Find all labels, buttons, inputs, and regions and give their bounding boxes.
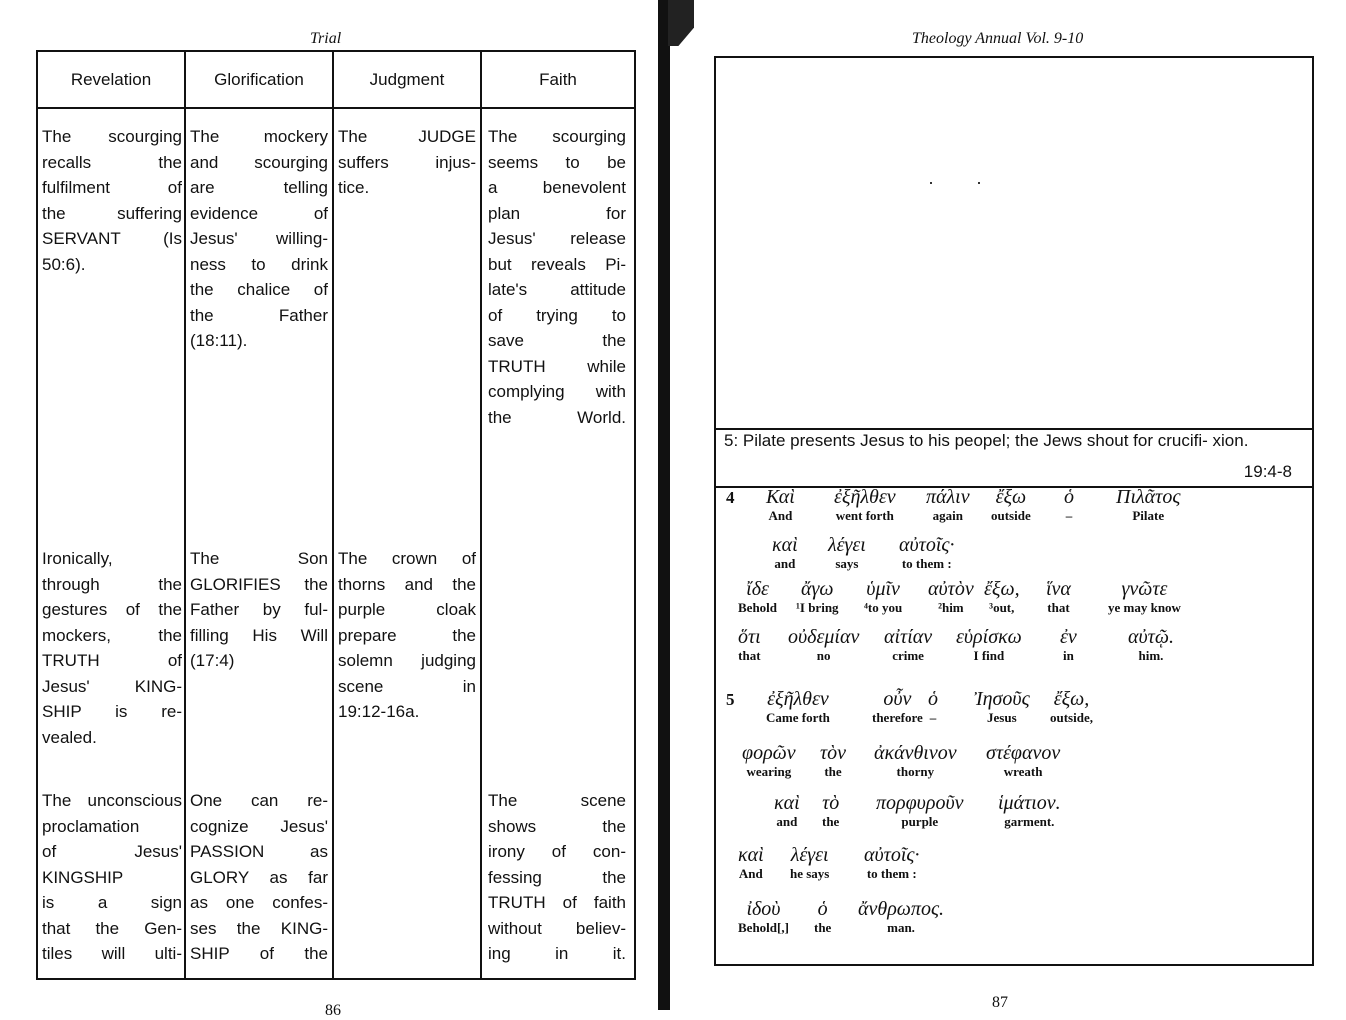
cell-line: The crown of [338,549,476,568]
greek-word: ἄγω [801,578,834,600]
interlinear-word [828,534,866,572]
greek-word: ἄνθρωπος. [858,898,945,920]
cell-line: that the Gen- [42,918,182,938]
interlinear-word [899,534,955,572]
english-gloss: Pilate [1132,508,1165,523]
cell-revelation [42,546,182,750]
cell-line: the suffering [42,203,182,223]
interlinear-word [884,626,932,664]
caption [716,428,1312,488]
cell-line: and scourging [190,152,328,172]
speck [978,182,980,184]
interlinear-word [1046,578,1071,616]
interlinear-word [742,742,796,780]
cell-line: of trying to [488,305,626,325]
greek-word: ὁ [1064,486,1074,508]
greek-word: ἔξω [995,486,1027,508]
cell-line: plan for [488,203,626,223]
cell-line: Father by ful- [190,600,328,619]
interlinear-word [766,688,830,726]
cell-line: SHIP is re- [42,702,182,721]
interlinear-word [766,486,795,524]
english-gloss: ¹I bring [796,600,839,615]
english-gloss: to them : [901,556,952,571]
book-gutter [658,0,670,1010]
english-gloss: I find [973,648,1005,663]
greek-word: τὸ [822,792,840,814]
greek-word: καὶ [738,844,764,866]
cell-revelation [42,788,182,967]
cell-line: tiles will ulti- [42,944,182,963]
interlinear-word [1060,626,1077,664]
cell-line: filling His Will [190,625,328,645]
cell-line: are telling [190,178,328,197]
cell-line: SERVANT (Is [42,229,182,248]
greek-word: λέγει [790,844,829,866]
greek-word: αὐτοῖς· [899,534,955,556]
interlinear-word [986,742,1060,780]
interlinear-word [956,626,1022,664]
right-page [680,0,1346,1010]
english-gloss: to them : [866,866,917,881]
english-gloss: in [1062,648,1074,663]
cell-line: The scourging [42,127,182,146]
cell-judgment [338,546,476,725]
greek-word: τὸν [820,742,847,764]
cell-line: is a sign [42,893,182,912]
greek-word: Ἰησοῦς [974,688,1030,710]
english-gloss: no [816,648,831,663]
cell-line: 50:6). [42,254,86,274]
english-gloss: says [835,556,859,571]
interlinear-word [772,534,798,572]
english-gloss: outside, [1050,710,1093,725]
english-gloss: went forth [835,508,894,523]
cell-line: gestures of the [42,600,182,619]
interlinear-word [738,626,761,664]
cell-line: cognize Jesus' [190,816,328,836]
interlinear-word [991,486,1031,524]
column-header-glorification: Glorification [186,52,332,109]
cell-line: ing in it. [488,944,626,963]
cell-line: Ironically, [42,549,113,568]
cell-line: GLORY as far [190,867,328,887]
cell-line: The scourging [488,127,626,146]
interlinear-word [858,898,944,936]
cell-line: TRUTH of [42,651,182,670]
interlinear-word [974,688,1030,726]
cell-line: suffers injus- [338,152,476,172]
greek-word: ἐξῆλθεν [834,486,896,508]
cell-line: of Jesus' [42,842,182,861]
interlinear-word [774,792,800,830]
english-gloss: again [932,508,963,523]
cell-line: solemn judging [338,651,476,670]
speck [930,182,932,184]
interlinear-word [876,792,964,830]
greek-word: γνῶτε [1121,578,1168,600]
cell-faith [488,788,626,967]
greek-word: οὐδεμίαν [788,626,860,648]
interlinear-word [928,688,938,726]
english-gloss: he says [790,866,830,881]
cell-line: purple cloak [338,600,476,619]
english-gloss: crime [892,648,924,663]
cell-line: The Son [190,549,328,568]
page-number-left: 86 [325,1002,341,1019]
cell-line: fulfilment of [42,178,182,197]
english-gloss: that [1047,600,1070,615]
left-page [0,0,660,1019]
page-number-right: 87 [992,994,1008,1011]
english-gloss: outside [991,508,1031,523]
interlinear-word [928,578,974,616]
column-header-judgment: Judgment [334,52,480,109]
greek-word: οὖν [883,688,912,710]
cell-line: 19:12-16a. [338,702,420,721]
cell-line: thorns and the [338,574,476,594]
interlinear-word [864,844,920,882]
cell-line: fessing the [488,867,626,887]
cell-line: a benevolent [488,178,626,197]
cell-line: Jesus' release [488,229,626,248]
english-gloss: that [738,648,761,663]
english-gloss: garment. [1004,814,1055,829]
cell-line: SHIP of the [190,944,328,963]
cell-line: prepare the [338,625,476,645]
interlinear-word [738,898,789,936]
column-divider [184,52,186,978]
greek-word: ὑμῖν [866,578,900,600]
cell-line: without believ- [488,918,626,938]
greek-word: πάλιν [926,486,970,508]
cell-line: scene in [338,676,476,696]
interlinear-word [1050,688,1093,726]
interlinear-word [788,626,859,664]
english-gloss: and [776,814,798,829]
cell-glorification [190,788,328,967]
interlinear-word [790,844,829,882]
cell-line: TRUTH of faith [488,893,626,912]
cell-line: evidence of [190,203,328,223]
interlinear-word [796,578,839,616]
english-gloss: – [929,710,937,725]
cell-line: but reveals Pi- [488,254,626,274]
interlinear-word [998,792,1061,830]
column-header-revelation: Revelation [38,52,184,109]
english-gloss: the [822,814,840,829]
english-gloss: Jesus [987,710,1017,725]
cell-line: mockers, the [42,625,182,645]
cell-line: One can re- [190,791,328,810]
interlinear-word [822,792,839,830]
cell-line: shows the [488,816,626,836]
greek-word: καὶ [774,792,800,814]
cell-line: the World. [488,407,626,427]
english-gloss: purple [901,814,939,829]
cell-line: vealed. [42,727,97,747]
greek-word: ἱμάτιον. [998,792,1061,814]
english-gloss: him. [1138,648,1164,663]
interlinear-word [820,742,846,780]
greek-word: ἔξω, [1053,688,1090,710]
english-gloss: ye may know [1108,600,1181,615]
cell-line: ness to drink [190,254,328,274]
english-gloss: man. [887,920,915,935]
greek-word: ἴδε [746,578,769,600]
greek-word: πορφυροῦν [876,792,964,814]
greek-word: στέφανον [986,742,1061,764]
interlinear-word [1108,578,1181,616]
cell-line: tice. [338,178,370,197]
trial-table [36,50,636,980]
english-gloss: the [824,764,842,779]
cell-faith [488,124,626,430]
cell-line: The JUDGE [338,127,476,146]
greek-word: ὁ [817,898,828,920]
greek-word: ὅτι [738,626,761,648]
cell-glorification [190,546,328,674]
interlinear-word [834,486,896,524]
cell-line: the Father [190,305,328,325]
greek-word: ἰδοὺ [746,898,781,920]
greek-word: ὁ [928,688,938,710]
interlinear-word [1064,486,1074,524]
english-gloss: ⁴to you [864,600,903,615]
english-gloss: And [738,866,763,881]
greek-word: ἀκάνθινον [874,742,957,764]
cell-line: KINGSHIP [42,867,124,887]
greek-word: καὶ [772,534,798,556]
cell-line: GLORIFIES the [190,574,328,594]
greek-word: Καὶ [766,486,795,508]
greek-word: εὑρίσκω [956,626,1022,648]
verse-number: 5 [726,690,735,709]
caption-text: 5: Pilate presents Jesus to his peopel; the Jews shout for crucifi- xion. [724,431,1249,450]
interlinear-word [984,578,1020,616]
cell-line: PASSION as [190,842,328,861]
cell-line: proclamation [42,816,140,836]
english-gloss: – [1065,508,1073,523]
cell-line: (17:4) [190,651,235,670]
greek-word: αἰτίαν [884,626,933,648]
interlinear-word [926,486,970,524]
cell-line: (18:11). [190,331,248,350]
cell-judgment [338,124,476,201]
interlinear-word [872,688,923,726]
cell-glorification [190,124,328,354]
english-gloss: thorny [896,764,935,779]
cell-line: irony of con- [488,842,626,861]
cell-line: ses the KING- [190,918,328,938]
greek-word: αὐτῷ. [1128,626,1174,648]
greek-word: ἵνα [1046,578,1071,600]
cell-line: recalls the [42,152,182,172]
greek-word: ἔξω, [984,578,1020,600]
english-gloss: ³out, [989,600,1015,615]
english-gloss: wearing [746,764,792,779]
greek-word: αὐτοῖς· [864,844,920,866]
greek-word: ἐξῆλθεν [767,688,829,710]
english-gloss: And [768,508,793,523]
running-head-left: Trial [310,30,342,47]
cell-line: as one confes- [190,893,328,912]
blank-illustration-area [716,58,1312,430]
column-divider [480,52,482,978]
english-gloss: wreath [1003,764,1043,779]
english-gloss: and [774,556,796,571]
running-head-right: Theology Annual Vol. 9-10 [912,30,1084,47]
column-header-faith: Faith [482,52,634,109]
interlinear-word [864,578,902,616]
cell-line: TRUTH while [488,356,626,376]
greek-word: λέγει [828,534,866,556]
greek-word: φορῶν [742,742,796,764]
interlinear-word [874,742,957,780]
cell-line: Jesus' KING- [42,676,182,696]
cell-line: Jesus' willing- [190,229,328,248]
cell-line: complying with [488,382,626,401]
cell-line: The scene [488,791,626,810]
english-gloss: ²him [938,600,964,615]
cell-line: save the [488,331,626,350]
interlinear-word [1116,486,1180,524]
cell-line: seems to be [488,152,626,172]
verse-number: 4 [726,488,735,507]
greek-word: Πιλᾶτος [1116,486,1181,508]
cell-line: the chalice of [190,280,328,299]
cell-line: through the [42,574,182,594]
english-gloss: Behold[,] [738,920,789,935]
cell-line: The unconscious [42,791,182,810]
column-divider [332,52,334,978]
interlinear-word [814,898,831,936]
english-gloss: the [814,920,832,935]
english-gloss: Came forth [766,710,830,725]
interlinear-word [738,578,777,616]
caption-reference: 19:4-8 [1243,462,1292,481]
greek-word: ἐν [1060,626,1077,648]
interlinear-word [1128,626,1174,664]
greek-word: αὐτὸν [928,578,974,600]
figure-box [714,56,1314,966]
cell-line: late's attitude [488,280,626,299]
cell-line: The mockery [190,127,328,146]
english-gloss: Behold [738,600,778,615]
cell-revelation [42,124,182,277]
english-gloss: therefore [872,710,923,725]
interlinear-word [738,844,764,882]
